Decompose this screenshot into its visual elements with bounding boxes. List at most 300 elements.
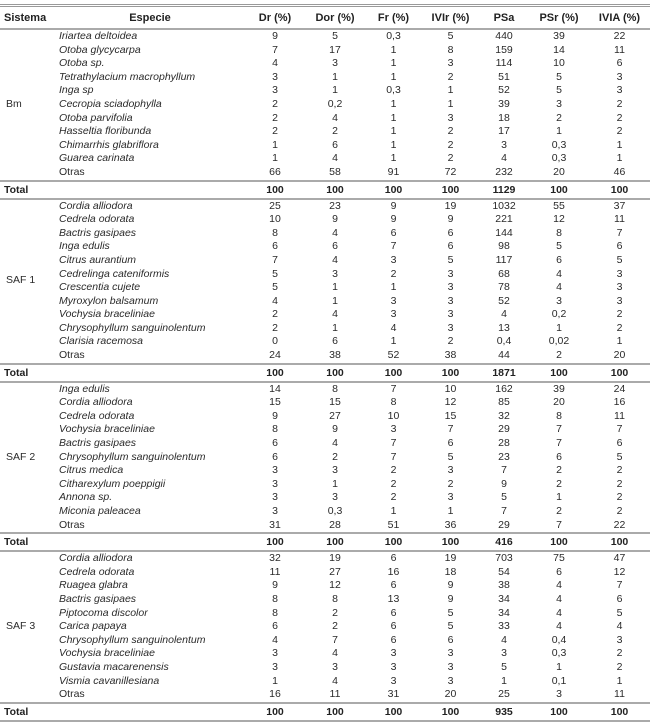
total-row <box>0 181 650 199</box>
species-name: Piptocoma discolor <box>59 606 148 619</box>
value-cell: 0,3 <box>327 505 343 517</box>
value-cell: 3 <box>272 491 278 504</box>
header-dor: Dor (%) <box>315 11 355 24</box>
value-cell: 1 <box>390 505 397 517</box>
value-cell: 66 <box>269 165 281 178</box>
value-cell: 3 <box>447 321 454 334</box>
sistema-label: Bm <box>6 97 22 110</box>
value-cell: 7 <box>616 579 623 592</box>
value-cell: 2 <box>447 70 454 83</box>
total-value: 100 <box>384 183 403 196</box>
total-row <box>0 364 650 382</box>
value-cell: 3 <box>332 57 338 70</box>
total-label: Total <box>4 183 29 196</box>
value-cell: 3 <box>447 674 454 687</box>
value-cell: 0,02 <box>548 335 570 348</box>
species-name: Chrysophyllum sanguinolentum <box>59 450 206 463</box>
header-fr: Fr (%) <box>377 11 410 24</box>
value-cell: 15 <box>444 409 457 422</box>
value-cell: 1 <box>616 152 623 165</box>
value-cell: 0,3 <box>551 138 567 151</box>
species-name: Vochysia braceliniae <box>59 423 155 436</box>
value-cell: 6 <box>447 437 454 450</box>
species-name: Clarisia racemosa <box>59 335 144 348</box>
table-row <box>0 607 650 621</box>
value-cell: 3 <box>390 294 397 307</box>
value-cell: 3 <box>616 267 623 280</box>
value-cell: 28 <box>329 518 341 531</box>
table-row <box>0 661 650 675</box>
value-cell: 6 <box>272 240 278 253</box>
empty-cell <box>55 533 245 551</box>
value-cell: 1 <box>556 491 562 504</box>
total-value: 100 <box>550 705 568 718</box>
value-cell: 8 <box>272 606 278 619</box>
value-cell: 3 <box>616 633 623 646</box>
value-cell: 2 <box>556 505 562 517</box>
value-cell: 29 <box>498 518 510 531</box>
value-cell: 9 <box>332 213 338 226</box>
value-cell: 4 <box>501 633 507 646</box>
value-cell: 20 <box>553 165 565 178</box>
value-cell: 1 <box>332 70 338 83</box>
table-row <box>0 634 650 648</box>
value-cell: 3 <box>390 647 397 660</box>
sistema-label: SAF 2 <box>6 450 36 463</box>
value-cell: 5 <box>616 253 623 266</box>
table-header <box>0 6 650 30</box>
value-cell: 2 <box>447 335 454 348</box>
value-cell: 9 <box>501 477 507 490</box>
value-cell: 5 <box>447 450 454 463</box>
species-name: Cordia alliodora <box>59 552 133 565</box>
value-cell: 2 <box>616 505 623 517</box>
species-name: Cedrela odorata <box>59 565 135 578</box>
value-cell: 7 <box>616 226 623 239</box>
value-cell: 6 <box>556 565 562 578</box>
value-cell: 12 <box>613 565 626 578</box>
value-cell: 7 <box>272 253 278 266</box>
value-cell: 54 <box>498 565 510 578</box>
value-cell: 29 <box>498 423 510 436</box>
value-cell: 15 <box>269 396 281 409</box>
value-cell: 3 <box>390 308 397 321</box>
value-cell: 3 <box>447 267 454 280</box>
table-row <box>0 491 650 505</box>
total-value: 100 <box>326 705 344 718</box>
value-cell: 162 <box>495 382 513 395</box>
value-cell: 3 <box>447 57 454 70</box>
value-cell: 3 <box>390 674 397 687</box>
value-cell: 27 <box>329 565 341 578</box>
table-row <box>0 227 650 241</box>
value-cell: 1 <box>390 125 397 138</box>
value-cell: 0,3 <box>551 647 567 660</box>
value-cell: 1 <box>390 138 397 151</box>
value-cell: 5 <box>272 281 278 294</box>
value-cell: 5 <box>272 267 278 280</box>
value-cell: 11 <box>269 565 281 578</box>
header-ivia: IVIA (%) <box>598 11 641 24</box>
total-value: 100 <box>384 705 403 718</box>
sistema-label: SAF 3 <box>6 620 36 633</box>
value-cell: 38 <box>444 349 457 362</box>
table-row <box>0 240 650 254</box>
value-cell: 6 <box>332 138 338 151</box>
species-name: Citharexylum poeppigii <box>59 477 166 490</box>
total-label: Total <box>4 366 29 379</box>
value-cell: 1032 <box>492 199 516 212</box>
value-cell: 8 <box>272 592 278 605</box>
species-name: Gustavia macarenensis <box>59 660 169 673</box>
value-cell: 1 <box>616 138 623 151</box>
total-value: 416 <box>495 536 513 549</box>
total-value: 935 <box>495 705 513 718</box>
value-cell: 6 <box>447 240 454 253</box>
value-cell: 12 <box>329 579 341 592</box>
value-cell: 4 <box>501 152 507 165</box>
table-row <box>0 84 650 98</box>
table-row <box>0 566 650 580</box>
value-cell: 3 <box>272 660 278 673</box>
value-cell: 9 <box>447 579 454 592</box>
value-cell: 6 <box>390 552 397 565</box>
total-row <box>0 703 650 721</box>
value-cell: 1 <box>272 138 278 151</box>
total-value: 100 <box>610 536 629 549</box>
value-cell: 20 <box>444 688 457 701</box>
value-cell: 6 <box>616 437 623 450</box>
value-cell: 2 <box>556 477 562 490</box>
value-cell: 3 <box>332 660 338 673</box>
value-cell: 1 <box>272 152 278 165</box>
value-cell: 3 <box>447 294 454 307</box>
value-cell: 5 <box>447 606 454 619</box>
species-name: Tetrathylacium macrophyllum <box>59 70 196 83</box>
value-cell: 19 <box>329 552 341 565</box>
table-row <box>0 410 650 424</box>
value-cell: 3 <box>556 294 562 307</box>
value-cell: 6 <box>616 592 623 605</box>
table-row <box>0 199 650 214</box>
value-cell: 7 <box>616 423 623 436</box>
value-cell: 4 <box>390 321 397 334</box>
value-cell: 3 <box>447 464 454 477</box>
value-cell: 6 <box>556 253 562 266</box>
value-cell: 5 <box>447 30 454 42</box>
table-row <box>0 322 650 336</box>
value-cell: 52 <box>498 84 510 97</box>
value-cell: 221 <box>495 213 513 226</box>
value-cell: 9 <box>390 213 397 226</box>
value-cell: 4 <box>556 267 562 280</box>
table-row <box>0 166 650 181</box>
value-cell: 4 <box>556 620 562 633</box>
value-cell: 51 <box>498 70 510 83</box>
value-cell: 4 <box>332 111 338 124</box>
value-cell: 19 <box>444 199 457 212</box>
value-cell: 5 <box>556 70 562 83</box>
value-cell: 3 <box>501 138 507 151</box>
value-cell: 9 <box>272 579 278 592</box>
table-row <box>0 505 650 519</box>
value-cell: 7 <box>556 423 562 436</box>
value-cell: 2 <box>616 125 623 138</box>
value-cell: 5 <box>501 491 507 504</box>
value-cell: 2 <box>616 660 623 673</box>
value-cell: 1 <box>616 335 623 348</box>
table-row <box>0 382 650 397</box>
value-cell: 24 <box>613 382 626 395</box>
value-cell: 7 <box>501 464 507 477</box>
value-cell: 2 <box>616 464 623 477</box>
species-name: Otras <box>59 518 85 531</box>
value-cell: 11 <box>614 43 625 56</box>
species-name: Annona sp. <box>59 491 113 504</box>
value-cell: 4 <box>556 281 562 294</box>
value-cell: 1 <box>556 321 562 334</box>
value-cell: 1 <box>390 57 397 70</box>
value-cell: 12 <box>444 396 457 409</box>
value-cell: 6 <box>272 620 278 633</box>
value-cell: 2 <box>616 111 623 124</box>
species-name: Miconia paleacea <box>59 505 141 517</box>
value-cell: 3 <box>390 423 397 436</box>
species-name: Myroxylon balsamum <box>59 294 159 307</box>
value-cell: 37 <box>613 199 626 212</box>
value-cell: 2 <box>390 267 397 280</box>
empty-cell <box>55 703 245 721</box>
species-name: Inga edulis <box>59 382 110 395</box>
value-cell: 4 <box>616 620 623 633</box>
table-row <box>0 152 650 166</box>
value-cell: 6 <box>332 335 338 348</box>
value-cell: 1 <box>332 477 338 490</box>
value-cell: 39 <box>553 382 565 395</box>
value-cell: 15 <box>329 396 341 409</box>
value-cell: 3 <box>616 84 623 97</box>
table-row <box>0 451 650 465</box>
header-especie: Especie <box>129 11 171 24</box>
table-row <box>0 519 650 534</box>
species-name: Cedrela odorata <box>59 409 135 422</box>
table-row <box>0 112 650 126</box>
species-name: Inga edulis <box>59 240 110 253</box>
value-cell: 5 <box>332 30 338 42</box>
value-cell: 22 <box>613 30 626 42</box>
value-cell: 3 <box>390 253 397 266</box>
table-row <box>0 281 650 295</box>
table-row <box>0 254 650 268</box>
value-cell: 34 <box>498 606 510 619</box>
species-name: Otoba parvifolia <box>59 111 133 124</box>
total-value: 100 <box>610 705 629 718</box>
species-table <box>0 4 650 722</box>
value-cell: 3 <box>447 491 454 504</box>
value-cell: 4 <box>272 57 278 70</box>
total-value: 100 <box>266 366 284 379</box>
species-name: Citrus aurantium <box>59 253 137 266</box>
total-value: 100 <box>550 183 568 196</box>
value-cell: 9 <box>332 423 338 436</box>
species-name: Ruagea glabra <box>59 579 128 592</box>
value-cell: 5 <box>616 606 623 619</box>
value-cell: 1 <box>556 125 562 138</box>
value-cell: 3 <box>447 647 454 660</box>
table-row <box>0 308 650 322</box>
value-cell: 16 <box>269 688 281 701</box>
species-name: Vochysia braceliniae <box>59 308 155 321</box>
value-cell: 3 <box>447 660 454 673</box>
value-cell: 7 <box>272 43 278 56</box>
value-cell: 2 <box>332 620 338 633</box>
value-cell: 5 <box>501 660 507 673</box>
table-row <box>0 335 650 349</box>
value-cell: 1 <box>501 674 507 687</box>
value-cell: 7 <box>390 450 397 463</box>
value-cell: 1 <box>390 97 397 110</box>
value-cell: 23 <box>498 450 510 463</box>
table-row <box>0 464 650 478</box>
table-row <box>0 593 650 607</box>
value-cell: 159 <box>495 43 513 56</box>
species-name: Vismia cavanillesiana <box>59 674 160 687</box>
species-name: Citrus medica <box>59 464 124 477</box>
value-cell: 7 <box>447 423 454 436</box>
value-cell: 0,2 <box>551 308 567 321</box>
value-cell: 2 <box>556 349 562 362</box>
table-row <box>0 125 650 139</box>
species-name: Chrysophyllum sanguinolentum <box>59 633 206 646</box>
value-cell: 2 <box>616 321 623 334</box>
value-cell: 31 <box>387 688 400 701</box>
total-value: 100 <box>326 183 344 196</box>
value-cell: 3 <box>556 97 562 110</box>
value-cell: 52 <box>387 349 400 362</box>
table-row <box>0 213 650 227</box>
species-name: Otras <box>59 165 85 178</box>
value-cell: 11 <box>614 409 625 422</box>
value-cell: 68 <box>498 267 510 280</box>
value-cell: 36 <box>444 518 457 531</box>
value-cell: 1 <box>556 660 562 673</box>
value-cell: 2 <box>556 111 562 124</box>
value-cell: 3 <box>447 111 454 124</box>
total-value: 100 <box>610 366 629 379</box>
value-cell: 1 <box>390 43 397 56</box>
value-cell: 14 <box>269 382 281 395</box>
value-cell: 22 <box>613 518 626 531</box>
value-cell: 20 <box>553 396 565 409</box>
value-cell: 5 <box>556 240 562 253</box>
value-cell: 9 <box>447 213 454 226</box>
value-cell: 3 <box>447 281 454 294</box>
value-cell: 3 <box>390 660 397 673</box>
value-cell: 4 <box>332 253 338 266</box>
value-cell: 17 <box>329 43 341 56</box>
value-cell: 8 <box>556 226 562 239</box>
species-name: Otras <box>59 688 85 701</box>
value-cell: 47 <box>613 552 626 565</box>
value-cell: 11 <box>614 213 625 226</box>
value-cell: 1 <box>390 152 397 165</box>
value-cell: 4 <box>501 308 507 321</box>
species-name: Guarea carinata <box>59 152 135 165</box>
value-cell: 18 <box>444 565 457 578</box>
value-cell: 1 <box>616 674 623 687</box>
total-value: 100 <box>384 536 403 549</box>
value-cell: 2 <box>332 125 338 138</box>
value-cell: 17 <box>498 125 510 138</box>
value-cell: 2 <box>447 152 454 165</box>
value-cell: 12 <box>553 213 565 226</box>
table-row <box>0 437 650 451</box>
value-cell: 4 <box>332 308 338 321</box>
value-cell: 2 <box>332 606 338 619</box>
value-cell: 13 <box>387 592 400 605</box>
total-value: 100 <box>550 536 568 549</box>
table-row <box>0 139 650 153</box>
value-cell: 5 <box>447 253 454 266</box>
value-cell: 91 <box>387 165 400 178</box>
value-cell: 440 <box>495 30 513 42</box>
value-cell: 3 <box>616 294 623 307</box>
value-cell: 8 <box>556 409 562 422</box>
value-cell: 10 <box>553 57 565 70</box>
value-cell: 7 <box>390 382 397 395</box>
header-sistema: Sistema <box>4 11 47 24</box>
species-name: Chrysophyllum sanguinolentum <box>59 321 206 334</box>
value-cell: 6 <box>390 633 397 646</box>
value-cell: 51 <box>387 518 400 531</box>
table-row <box>0 98 650 112</box>
value-cell: 2 <box>390 477 397 490</box>
table-row <box>0 478 650 492</box>
species-name: Otoba sp. <box>59 57 105 70</box>
total-value: 100 <box>266 705 284 718</box>
species-name: Otoba glycycarpa <box>59 43 141 56</box>
species-name: Crescentia cujete <box>59 281 141 294</box>
value-cell: 2 <box>616 308 623 321</box>
value-cell: 52 <box>498 294 510 307</box>
value-cell: 2 <box>272 308 278 321</box>
value-cell: 1 <box>447 84 454 97</box>
value-cell: 2 <box>556 464 562 477</box>
header-ivir: IVIr (%) <box>431 11 470 24</box>
value-cell: 8 <box>332 382 338 395</box>
table-row <box>0 295 650 309</box>
value-cell: 44 <box>498 349 510 362</box>
value-cell: 6 <box>616 57 623 70</box>
value-cell: 2 <box>447 125 454 138</box>
value-cell: 3 <box>272 84 278 97</box>
total-value: 100 <box>610 183 629 196</box>
value-cell: 31 <box>269 518 281 531</box>
table-row <box>0 551 650 566</box>
value-cell: 4 <box>332 152 338 165</box>
total-value: 100 <box>266 536 284 549</box>
value-cell: 8 <box>272 423 278 436</box>
value-cell: 6 <box>390 606 397 619</box>
value-cell: 9 <box>272 409 278 422</box>
value-cell: 18 <box>498 111 510 124</box>
species-name: Cedrelinga cateniformis <box>59 267 170 280</box>
value-cell: 2 <box>272 111 278 124</box>
value-cell: 1 <box>390 281 397 294</box>
value-cell: 5 <box>556 84 562 97</box>
value-cell: 28 <box>498 437 510 450</box>
value-cell: 1 <box>332 84 338 97</box>
